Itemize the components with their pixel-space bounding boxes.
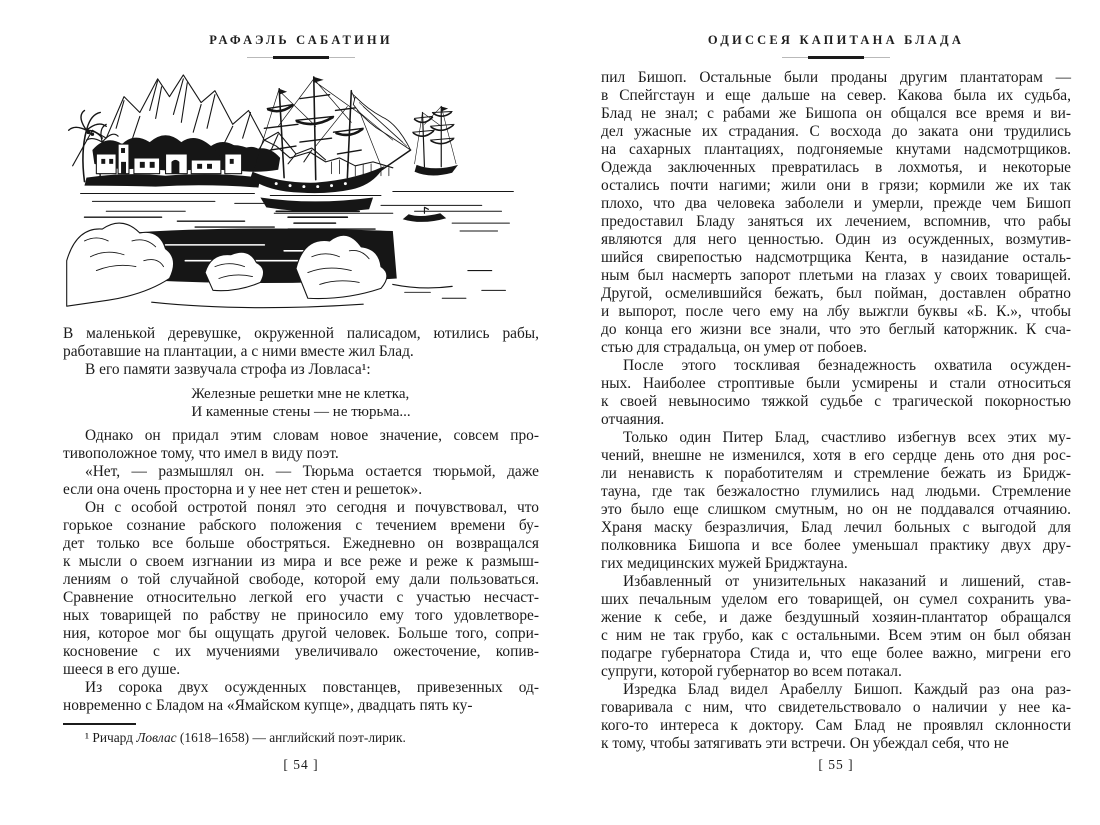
text-line: это было еще слишком смутным, но он не поддавался отчаянию.: [601, 501, 1071, 518]
text-line: Избавленный от унизительных наказаний и лишений, став-: [623, 573, 1071, 590]
text-line: лениям о той случайной свободе, которой ему дали пользоваться.: [63, 571, 539, 588]
header-rule-thick: [273, 56, 329, 59]
text-line: говаривала с ним, что свидетельствовало о наличии у нее ка-: [601, 699, 1071, 716]
text-line: «Нет, — размышлял он. — Тюрьма остается тюрьмой, даже: [85, 463, 539, 480]
footnote-separator: [63, 723, 136, 725]
text-line: до конца его жизни все знали, что это беглый каторжник. К сча-: [601, 321, 1071, 338]
text-line: Изредка Блад видел Арабеллу Бишоп. Каждый раз она раз-: [623, 681, 1071, 698]
foreground-rocks: [67, 223, 506, 308]
text-line: тивоположное тому, что имел в виду поэт.: [63, 445, 339, 462]
running-head-left: РАФАЭЛЬ САБАТИНИ: [209, 33, 393, 47]
text-line: шийся свирепостью надсмотрщика Кента, в назидание осталь-: [601, 249, 1071, 266]
page-number-left: [ 54 ]: [283, 757, 319, 772]
text-line: Другой, осмелившийся бежать, был пойман, доставлен обратно: [601, 285, 1071, 302]
text-line: если она очень просторна и у нее нет стен и решеток».: [63, 481, 423, 498]
footnote-text-tail: (1618–1658) — английский поэт-лирик.: [176, 729, 406, 745]
text-line: Только один Питер Блад, счастливо избегнув всех этих му-: [623, 429, 1071, 446]
text-line: ших печальным уделом его товарищей, он сумел сохранить ува-: [601, 591, 1071, 608]
text-line: пил Бишоп. Остальные были проданы другим плантаторам —: [601, 69, 1071, 86]
text-line: работавшие на плантации, а с ними вместе жил Блад.: [63, 343, 414, 360]
text-line: отчаяния.: [601, 411, 665, 428]
text-line: и выпорот, после чего ему на лбу выжгли буквы «Б. К.», чтобы: [601, 303, 1071, 320]
right-page-text: [601, 69, 1071, 753]
text-line: в Спейгстаун и еще дальше на север. Какова была их судьба,: [601, 87, 1071, 104]
text-line: дет только все больше обостряться. Ежедневно он возвращался: [63, 535, 539, 552]
text-line: косновение с их мучениями увеличивало ожесточение, копив-: [63, 643, 539, 660]
text-line: тауна, где так безжалостно глумились над людьми. Стремление: [601, 483, 1071, 500]
page-number-right: [ 55 ]: [818, 757, 854, 772]
text-line: Он с особой остротой понял это сегодня и почувствовал, что: [85, 499, 539, 516]
text-line: являются для него ценностью. Один из осужденных, возмутив-: [601, 231, 1071, 248]
text-line: с ним не так грубо, как с остальными. Всем этим он был обязан: [601, 627, 1071, 644]
text-line: Блад не знал; с рабами же Бишопа он общался все время и ви-: [601, 105, 1071, 122]
poem-line: И каменные стены — не тюрьма...: [191, 404, 411, 420]
text-line: полковника Бишопа и все более уменьшал практику двух дру-: [601, 537, 1071, 554]
text-line: супруги, которой губернатор во всем потакал.: [601, 663, 902, 680]
footnote-text: Ричард: [92, 729, 137, 745]
page-left: [63, 0, 539, 825]
text-line: ния, которое мог бы ощущать другой человек. Больше того, сопри-: [63, 625, 539, 642]
text-line: В маленькой деревушке, окруженной палисадом, ютились рабы,: [63, 325, 539, 342]
rowboat: [403, 207, 446, 222]
poem-text: [191, 385, 410, 421]
text-line: Одежда заключенных превратилась в лохмотья, и некоторые: [601, 159, 1071, 176]
text-line: к своей невыносимо тяжкой судьбе с трагической покорностью: [601, 393, 1071, 410]
text-line: ных товарищей по рабству не приносило ему того удовлетворе-: [63, 607, 539, 624]
running-head-right: ОДИССЕЯ КАПИТАНА БЛАДА: [707, 33, 965, 47]
footnote-name-italic: Ловлас: [136, 729, 177, 745]
text-line: горькое сознание рабского положения с течением времени бу-: [63, 517, 539, 534]
text-line: дел ужасные их страдания. С восхода до заката они трудились: [601, 123, 1071, 140]
footnote: [63, 730, 539, 746]
text-line: В его памяти зазвучала строфа из Ловласа¹:: [85, 361, 371, 378]
harbor-illustration: [63, 67, 539, 319]
poem-line: Железные решетки мне не клетка,: [191, 386, 410, 402]
text-line: шееся в его душе.: [63, 661, 181, 678]
text-line: Однако он придал этим словам новое значение, совсем про-: [85, 427, 539, 444]
text-line: новременно с Бладом на «Ямайском купце», двадцать пять ку-: [63, 697, 473, 714]
text-line: жение к себе, и даже бездушный хозяин-плантатор обращался: [601, 609, 1071, 626]
text-line: гих медицинских мужей Бриджтауна.: [601, 555, 848, 572]
water: [81, 192, 514, 235]
poem-quote: [63, 385, 539, 421]
text-line: кого-то интереса к доктору. Сам Блад не проявлял склонности: [601, 717, 1071, 734]
header-rule-thick: [808, 56, 864, 59]
page-right: [601, 0, 1071, 825]
left-page-text: [63, 325, 539, 715]
footnote-marker: ¹: [85, 729, 93, 745]
text-line: остались почти нагими; жили они в грязи; кормили же их так: [601, 177, 1071, 194]
text-line: чений, внешне не изменился, хотя в его сердце день ото дня рос-: [601, 447, 1071, 464]
text-line: на сахарных плантациях, подгоняемые кнутами надсмотрщиков.: [601, 141, 1071, 158]
text-line: Из сорока двух осужденных повстанцев, привезенных од-: [85, 679, 539, 696]
text-line: к тому, чтобы затягивать эти встречи. Он убеждал себя, что не: [601, 735, 1009, 752]
text-line: ных. Наиболее строптивые были усмирены и стали относиться: [601, 375, 1071, 392]
text-line: плохо, что два человека заболели и умерли, прежде чем Бишоп: [601, 195, 1071, 212]
text-line: подагре губернатора Стида и, что еще более важно, мигрени его: [601, 645, 1071, 662]
text-line: к мысли о своем изгнании из мира и все реже и реже к размыш-: [63, 553, 539, 570]
text-line: Храня маску безразличия, Блад лечил больных с выгодой для: [601, 519, 1071, 536]
text-line: Сравнение относительно легкой его участи с участью несчаст-: [63, 589, 539, 606]
header-rule-right: [782, 56, 890, 60]
header-rule-left: [247, 56, 355, 60]
text-line: ным был насмерть запорот плетьми на глазах у своих товарищей.: [601, 267, 1071, 284]
background-ship: [413, 107, 458, 176]
text-line: После этого тоскливая безнадежность охватила осужден-: [623, 357, 1071, 374]
text-line: предоставил Бладу заняться их лечением, вспомнив, что рабы: [601, 213, 1071, 230]
text-line: стью для страдальца, он умер от побоев.: [601, 339, 867, 356]
text-line: ли ненависть к поработителям и стремление бежать из Бридж-: [601, 465, 1071, 482]
